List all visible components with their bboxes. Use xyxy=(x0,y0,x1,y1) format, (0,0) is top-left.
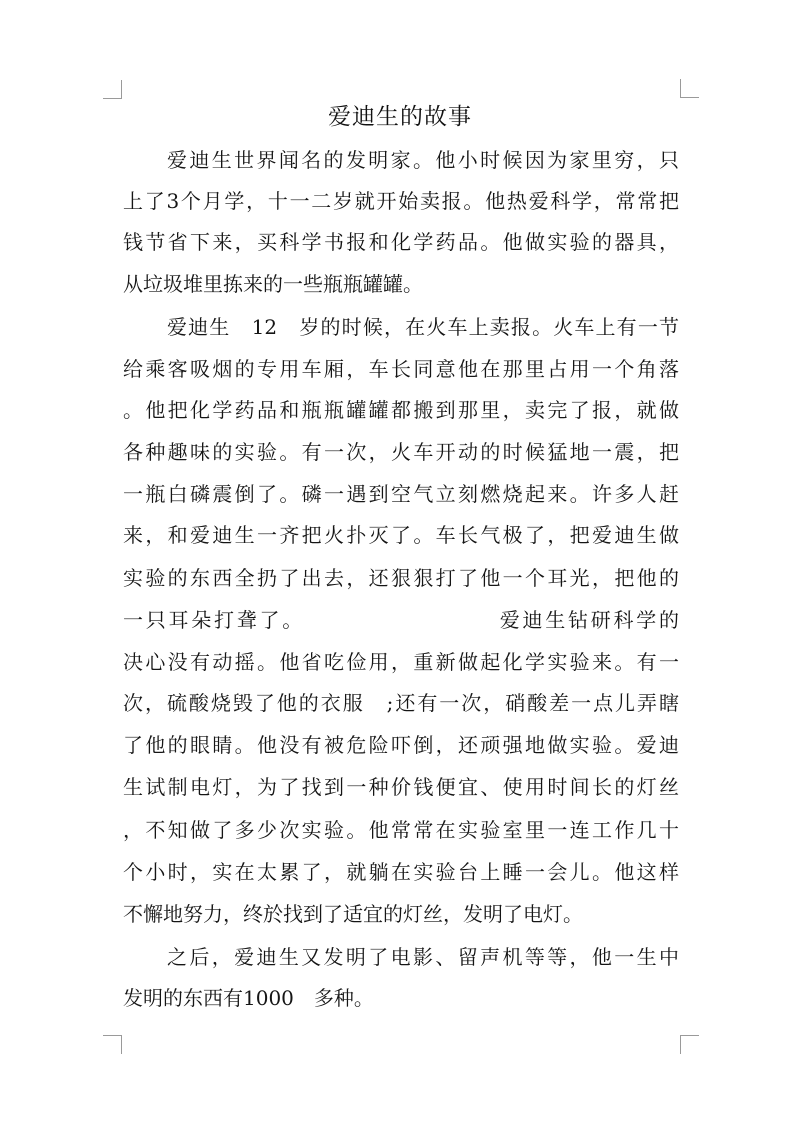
text-line: 个小时，实在太累了，就躺在实验台上睡一会儿。他这样 xyxy=(123,860,679,884)
text-line: 一只耳朵打聋了。 爱迪生钻研科学的 xyxy=(123,608,679,632)
corner-mark-bottom-right xyxy=(680,1035,699,1054)
text-line: 生试制电灯，为了找到一种价钱便宜、使用时间长的灯丝 xyxy=(123,775,679,799)
text-line: 实验的东西全扔了出去，还狠狠打了他一个耳光，把他的 xyxy=(123,566,679,590)
text-line: 上了3个月学，十一二岁就开始卖报。他热爱科学，常常把 xyxy=(123,189,679,213)
text-line: 来，和爱迪生一齐把火扑灭了。车长气极了，把爱迪生做 xyxy=(123,523,679,547)
document-title: 爱迪生的故事 xyxy=(328,104,472,130)
text-line: 了他的眼睛。他没有被危险吓倒，还顽强地做实验。爱迪 xyxy=(123,733,679,757)
text-line: 次，硫酸烧毁了他的衣服 ;还有一次，硝酸差一点儿弄瞎 xyxy=(123,691,679,715)
text-line: 钱节省下来，买科学书报和化学药品。他做实验的器具， xyxy=(123,230,679,254)
text-line: 给乘客吸烟的专用车厢，车长同意他在那里占用一个角落 xyxy=(123,357,679,381)
text-line: 发明的东西有1000 多种。 xyxy=(123,986,374,1010)
text-line: 不懈地努力，终於找到了适宜的灯丝，发明了电灯。 xyxy=(123,902,583,926)
corner-mark-top-left xyxy=(103,80,122,99)
text-line: 各种趣味的实验。有一次，火车开动的时候猛地一震，把 xyxy=(123,440,679,464)
corner-mark-bottom-left xyxy=(103,1035,122,1054)
text-line: 。他把化学药品和瓶瓶罐罐都搬到那里，卖完了报，就做 xyxy=(123,398,679,422)
text-line: ，不知做了多少次实验。他常常在实验室里一连工作几十 xyxy=(123,818,679,842)
text-line: 爱迪生 12 岁的时候，在火车上卖报。火车上有一节 xyxy=(167,315,679,339)
text-line: 之后，爱迪生又发明了电影、留声机等等，他一生中 xyxy=(167,945,679,969)
text-line: 一瓶白磷震倒了。磷一遇到空气立刻燃烧起来。许多人赶 xyxy=(123,482,679,506)
text-line: 爱迪生世界闻名的发明家。他小时候因为家里穷，只 xyxy=(167,148,679,172)
corner-mark-top-right xyxy=(680,79,699,98)
text-line: 从垃圾堆里拣来的一些瓶瓶罐罐。 xyxy=(123,272,423,296)
text-line: 决心没有动摇。他省吃俭用，重新做起化学实验来。有一 xyxy=(123,650,679,674)
